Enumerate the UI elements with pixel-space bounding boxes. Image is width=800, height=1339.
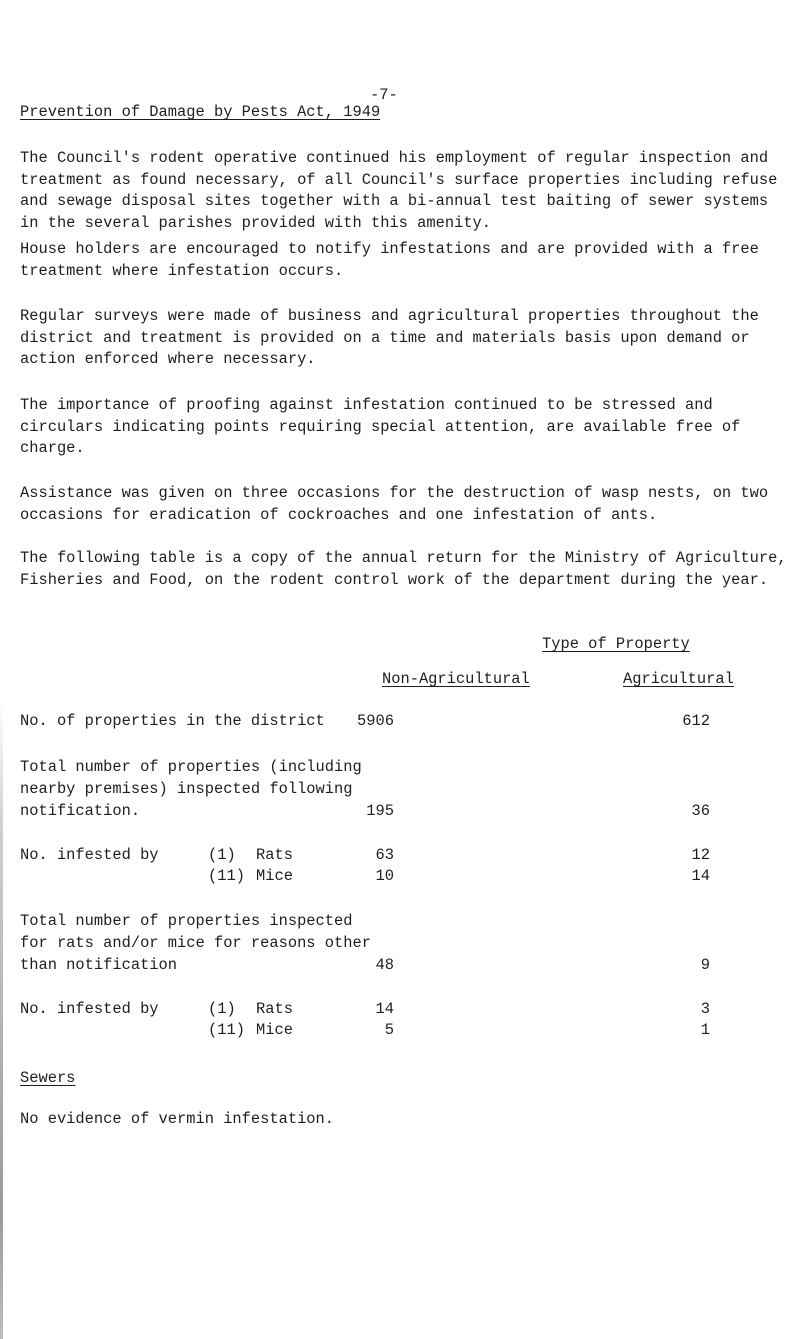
page-title: Prevention of Damage by Pests Act, 1949 [20, 103, 381, 121]
row-label-inspected-notification-1: Total number of properties (including [20, 758, 362, 776]
value-properties-agricultural: 612 [682, 712, 710, 730]
row-label-inspected-other-1: Total number of properties inspected [20, 912, 353, 930]
infested-1-mice-label: Mice [256, 867, 293, 885]
value-inspected-other-non-agricultural: 48 [375, 956, 394, 974]
value-infested-2-mice-non-agricultural: 5 [384, 1021, 394, 1039]
paragraph-rodent-operative: The Council's rodent operative continued his employment of regular inspection and treatment as found necessary, of all Council's surface properties including refuse and sewage disposal sites together with a bi-annual test baiting of sewer systems in the several parishes provided with this amenity. [20, 149, 778, 232]
value-infested-1-rats-non-agricultural: 63 [375, 846, 394, 864]
paragraph-regular-surveys: Regular surveys were made of business and agricultural properties throughout the district and treatment is provided on a time and materials basis upon demand or action enforced where necessary. [20, 307, 759, 368]
value-infested-2-rats-agricultural: 3 [700, 1000, 710, 1018]
row-label-properties: No. of properties in the district [20, 712, 325, 730]
paragraph-assistance: Assistance was given on three occasions for the destruction of wasp nests, on two occasions for eradication of cockroaches and one infestation of ants. [20, 484, 769, 524]
paragraph-house-holders: House holders are encouraged to notify infestations and are provided with a free treatment where infestation occurs. [20, 240, 759, 280]
table-group-header: Type of Property [542, 635, 690, 653]
value-infested-1-mice-non-agricultural: 10 [375, 867, 394, 885]
value-inspected-notification-non-agricultural: 195 [366, 802, 394, 820]
infested-1-rats-label: Rats [256, 846, 293, 864]
value-infested-1-mice-agricultural: 14 [691, 867, 710, 885]
paragraph-proofing: The importance of proofing against infestation continued to be stressed and circulars indicating points requiring special attention, are available free of charge. [20, 396, 741, 457]
page-number: -7- [370, 86, 398, 104]
row-label-infested-2: No. infested by [20, 1000, 159, 1018]
value-properties-non-agricultural: 5906 [357, 712, 394, 730]
page-edge-shadow [0, 700, 3, 1339]
infested-1-mice-index: (11) [208, 867, 245, 885]
value-infested-2-mice-agricultural: 1 [700, 1021, 710, 1039]
value-inspected-notification-agricultural: 36 [691, 802, 710, 820]
row-label-inspected-other-2: for rats and/or mice for reasons other [20, 934, 371, 952]
infested-1-rats-index: (1) [208, 846, 236, 864]
value-inspected-other-agricultural: 9 [700, 956, 710, 974]
value-infested-1-rats-agricultural: 12 [691, 846, 710, 864]
value-infested-2-rats-non-agricultural: 14 [375, 1000, 394, 1018]
infested-2-rats-label: Rats [256, 1000, 293, 1018]
row-label-inspected-notification-3: notification. [20, 802, 141, 820]
row-label-inspected-notification-2: nearby premises) inspected following [20, 780, 353, 798]
column-header-agricultural: Agricultural [623, 670, 734, 688]
row-label-infested-1: No. infested by [20, 846, 159, 864]
paragraph-table-intro: The following table is a copy of the annual return for the Ministry of Agriculture, Fisheries and Food, on the rodent control work of the department during the year. [20, 549, 787, 589]
column-header-non-agricultural: Non-Agricultural [382, 670, 530, 688]
row-label-inspected-other-3: than notification [20, 956, 178, 974]
infested-2-rats-index: (1) [208, 1000, 236, 1018]
infested-2-mice-index: (11) [208, 1021, 245, 1039]
infested-2-mice-label: Mice [256, 1021, 293, 1039]
sewers-heading: Sewers [20, 1069, 76, 1087]
sewers-text: No evidence of vermin infestation. [20, 1110, 335, 1128]
